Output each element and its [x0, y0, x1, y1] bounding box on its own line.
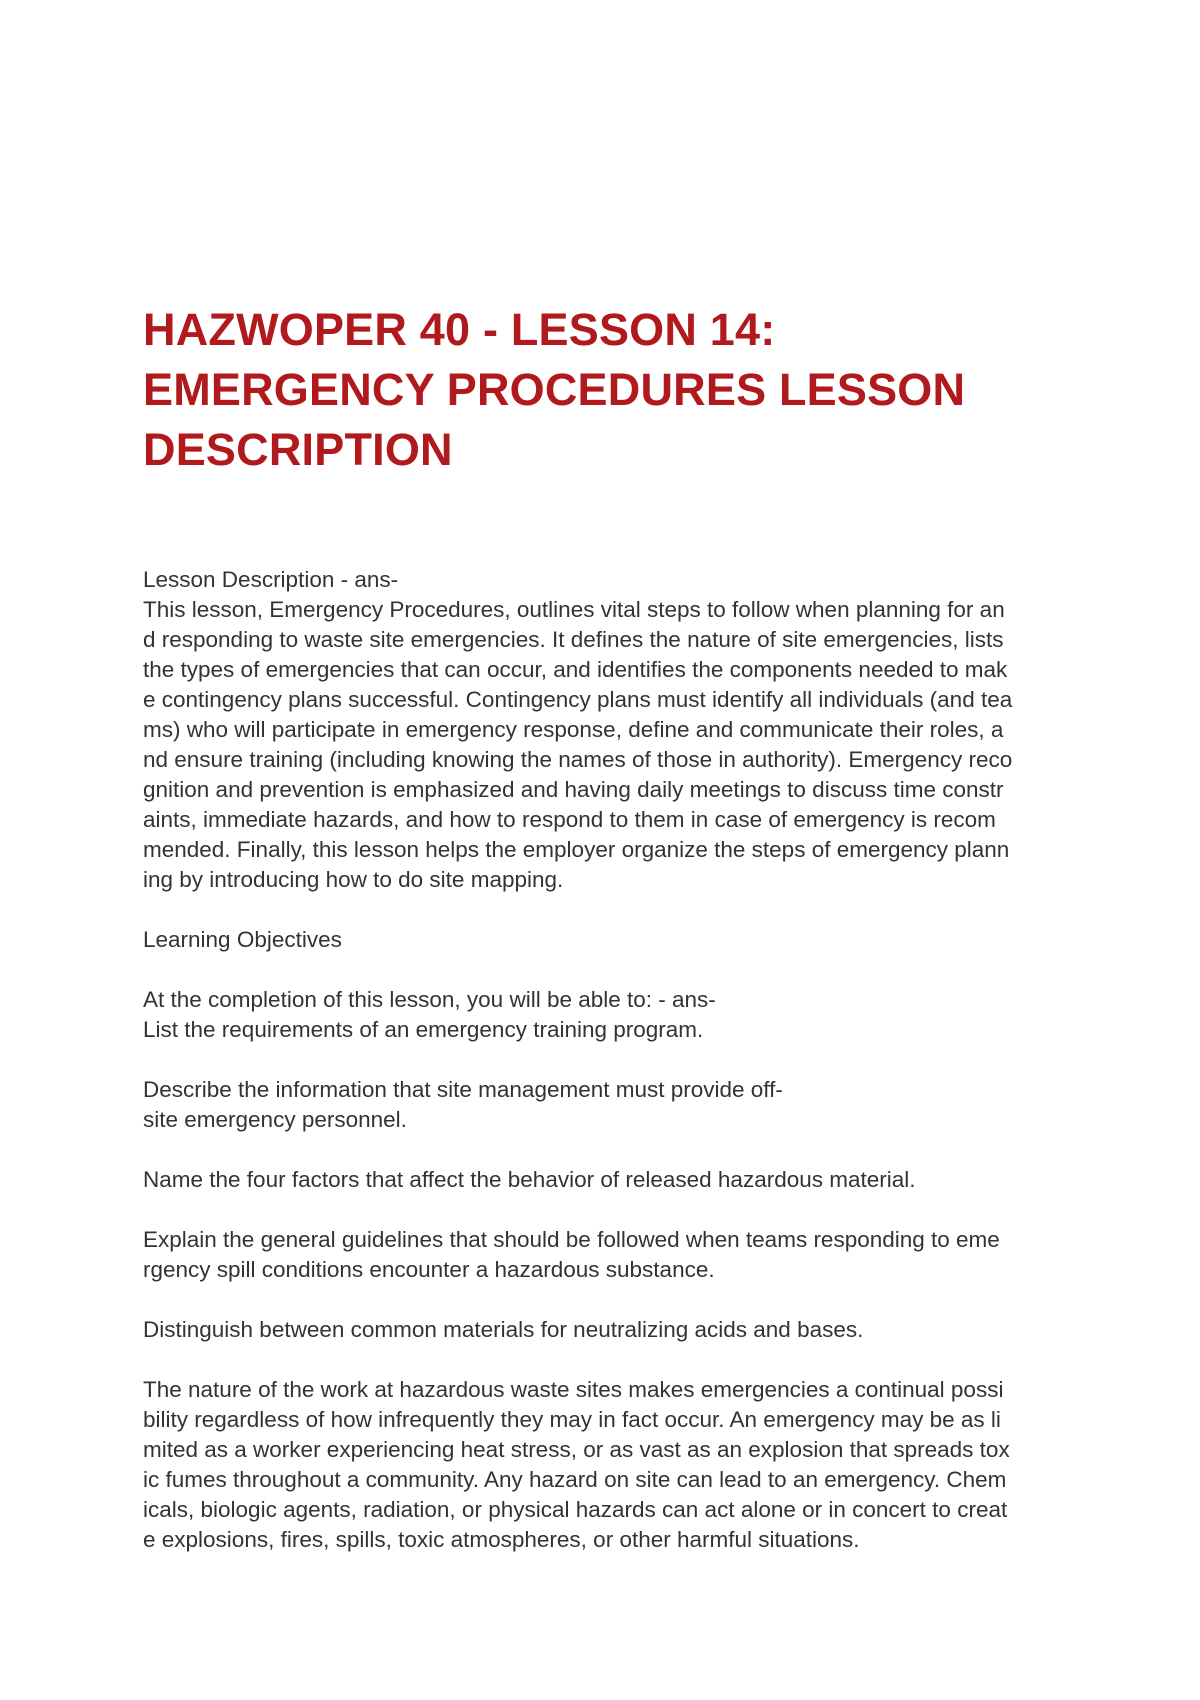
title-line: HAZWOPER 40 - LESSON 14: — [143, 304, 776, 355]
objective-item-continuation: site emergency personnel. — [143, 1107, 407, 1132]
paragraph-line: bility regardless of how infrequently they may in fact occur. An emergency may be as li — [143, 1407, 1001, 1432]
paragraph-line: ms) who will participate in emergency response, define and communicate their roles, a — [143, 717, 1004, 742]
paragraph-line: nd ensure training (including knowing the names of those in authority). Emergency reco — [143, 747, 1013, 772]
paragraph-line: e contingency plans successful. Contingency plans must identify all individuals (and tea — [143, 687, 1013, 712]
objective-item: Name the four factors that affect the behavior of released hazardous material. — [143, 1167, 916, 1192]
paragraph-line: mended. Finally, this lesson helps the employer organize the steps of emergency plann — [143, 837, 1010, 862]
objectives-intro: At the completion of this lesson, you will be able to: - ans- — [143, 987, 716, 1012]
paragraph-spacer — [143, 1195, 1083, 1225]
paragraph-spacer — [143, 1285, 1083, 1315]
objective-item: Explain the general guidelines that should be followed when teams responding to eme — [143, 1227, 1000, 1252]
objective-item: List the requirements of an emergency training program. — [143, 1017, 704, 1042]
paragraph-spacer — [143, 1135, 1083, 1165]
learning-objectives-heading: Learning Objectives — [143, 927, 342, 952]
document-title — [143, 300, 1073, 480]
paragraph-line: The nature of the work at hazardous waste sites makes emergencies a continual possi — [143, 1377, 1004, 1402]
paragraph-spacer — [143, 1345, 1083, 1375]
paragraph-spacer — [143, 1045, 1083, 1075]
paragraph-line: ing by introducing how to do site mapping. — [143, 867, 564, 892]
title-line: EMERGENCY PROCEDURES LESSON — [143, 364, 966, 415]
objectives-section — [143, 985, 1083, 1345]
paragraph-line: the types of emergencies that can occur, and identifies the components needed to mak — [143, 657, 1008, 682]
paragraph-line: gnition and prevention is emphasized and having daily meetings to discuss time constr — [143, 777, 1004, 802]
title-line: DESCRIPTION — [143, 424, 453, 475]
objective-item-continuation: rgency spill conditions encounter a hazardous substance. — [143, 1257, 715, 1282]
paragraph-line: aints, immediate hazards, and how to respond to them in case of emergency is recom — [143, 807, 996, 832]
paragraph-line: icals, biologic agents, radiation, or physical hazards can act alone or in concert to creat — [143, 1497, 1008, 1522]
paragraph-spacer — [143, 895, 1083, 925]
lesson-description-label: Lesson Description - ans- — [143, 567, 399, 592]
paragraph-line: d responding to waste site emergencies. It defines the nature of site emergencies, lists — [143, 627, 1004, 652]
lesson-description-section — [143, 565, 1083, 895]
paragraph-spacer — [143, 955, 1083, 985]
objective-item: Describe the information that site management must provide off- — [143, 1077, 783, 1102]
paragraph-line: ic fumes throughout a community. Any hazard on site can lead to an emergency. Chem — [143, 1467, 1007, 1492]
document-body — [143, 565, 1083, 1555]
closing-paragraph — [143, 1375, 1083, 1555]
paragraph-line: mited as a worker experiencing heat stress, or as vast as an explosion that spreads tox — [143, 1437, 1010, 1462]
paragraph-line: e explosions, fires, spills, toxic atmospheres, or other harmful situations. — [143, 1527, 860, 1552]
paragraph-line: This lesson, Emergency Procedures, outlines vital steps to follow when planning for an — [143, 597, 1005, 622]
objective-item: Distinguish between common materials for neutralizing acids and bases. — [143, 1317, 864, 1342]
